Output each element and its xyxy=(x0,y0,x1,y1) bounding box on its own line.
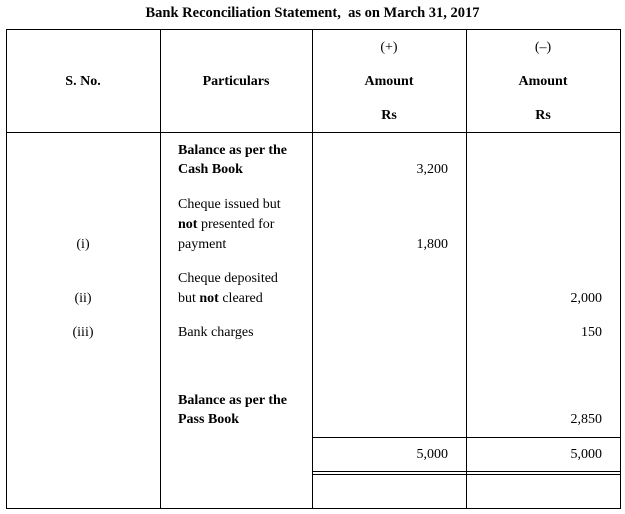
header-sno: S. No. xyxy=(65,74,101,89)
text: but xyxy=(178,291,200,306)
total-double-line-top xyxy=(312,471,621,472)
header-particulars: Particulars xyxy=(202,74,270,89)
sno-ii: (ii) xyxy=(74,291,92,306)
emphasis-not: not xyxy=(199,291,219,306)
amount-minus-cheque-deposited: 2,000 xyxy=(570,291,602,306)
total-plus: 5,000 xyxy=(416,447,448,462)
particulars-bank-charges: Bank charges xyxy=(178,325,254,340)
particulars-cheque-deposited-line1: Cheque deposited xyxy=(178,271,278,286)
particulars-cheque-deposited-line2 xyxy=(178,289,263,308)
particulars-cheque-issued-line3: payment xyxy=(178,237,227,252)
particulars-cheque-issued-line1: Cheque issued but xyxy=(178,197,281,212)
text: cleared xyxy=(218,291,263,306)
table-border-top xyxy=(6,29,621,30)
text: presented for xyxy=(197,217,275,232)
particulars-cheque-issued-line2 xyxy=(178,215,274,234)
emphasis-not: not xyxy=(178,217,198,232)
header-divider xyxy=(6,132,621,133)
statement-title: Bank Reconciliation Statement, as on March 31, 2017 xyxy=(145,5,480,21)
total-minus: 5,000 xyxy=(570,447,602,462)
table-border-bottom xyxy=(6,508,621,509)
amount-minus-bank-charges: 150 xyxy=(581,325,602,340)
header-amount-plus: Amount xyxy=(364,74,414,89)
particulars-pass-book-line2: Pass Book xyxy=(178,412,240,427)
header-minus-sign: (–) xyxy=(534,40,552,55)
total-double-line-bottom xyxy=(312,474,621,475)
amount-plus-cheque-issued: 1,800 xyxy=(416,237,448,252)
header-currency-plus: Rs xyxy=(381,108,397,123)
particulars-pass-book-line1: Balance as per the xyxy=(178,393,288,408)
amount-plus-cash-book: 3,200 xyxy=(416,162,448,177)
sno-i: (i) xyxy=(76,237,90,252)
sno-iii: (iii) xyxy=(72,325,94,340)
header-amount-minus: Amount xyxy=(518,74,568,89)
amount-minus-pass-book: 2,850 xyxy=(570,412,602,427)
header-currency-minus: Rs xyxy=(535,108,551,123)
particulars-cash-book-line2: Cash Book xyxy=(178,162,243,177)
column-divider xyxy=(160,29,161,509)
particulars-cash-book-line1: Balance as per the xyxy=(178,143,288,158)
subtotal-line xyxy=(312,437,621,438)
table-border-left xyxy=(6,29,7,509)
header-plus-sign: (+) xyxy=(380,40,398,55)
